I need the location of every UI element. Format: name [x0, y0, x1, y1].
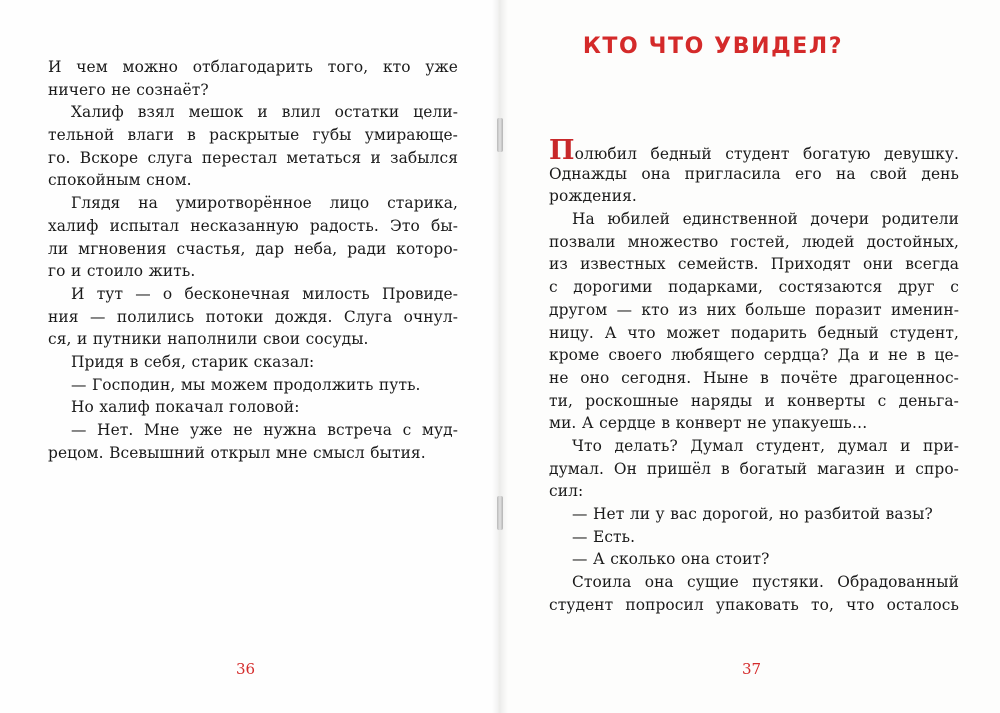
text-line: ся, и путники наполнили свои сосуды.	[48, 330, 369, 349]
text-line: — Есть.	[572, 527, 636, 546]
drop-cap: П	[549, 135, 575, 166]
text-line: ницу. А что может подарить бедный студент,	[549, 323, 959, 342]
text-line: — Нет. Мне уже не нужна встреча с муд-	[71, 421, 458, 439]
text-line: студент попросил упаковать то, что осталось	[549, 595, 959, 614]
right-page-text	[549, 135, 959, 616]
text-line: Но халиф покачал головой:	[71, 398, 300, 417]
text-line: го и стоило жить.	[48, 262, 196, 281]
text-line: из известных семейств. Приходят они всегда	[549, 255, 959, 274]
text-line: другом — кто из них больше поразит именин-	[549, 300, 959, 319]
text-line: халиф испытал несказанную радость. Это бы-	[48, 216, 458, 235]
text-line: думал. Он пришёл в богатый магазин и спро-	[549, 459, 959, 478]
page-number-right: 37	[742, 660, 762, 678]
text-line: Халиф взял мешок и влил остатки цели-	[71, 103, 458, 122]
text-line: — Господин, мы можем продолжить путь.	[71, 375, 421, 394]
story-title: КТО ЧТО УВИДЕЛ?	[582, 34, 844, 59]
staple-icon	[497, 496, 503, 530]
text-line: сил:	[549, 482, 584, 501]
text-line-first	[549, 135, 959, 166]
text-line: рождения.	[549, 187, 637, 206]
text-line: ли мгновения счастья, дар неба, ради которо-	[48, 239, 458, 258]
staple-icon	[497, 118, 503, 152]
text-line: ничего не сознаёт?	[48, 80, 209, 99]
text-line: — Нет ли у вас дорогой, но разбитой вазы?	[572, 505, 933, 523]
text-line: И чем можно отблагодарить того, кто уже	[48, 58, 458, 76]
text-line: — А сколько она стоит?	[572, 550, 770, 569]
left-page-text	[48, 56, 458, 464]
text-line: ти, роскошные наряды и конверты с деньга-	[549, 391, 959, 410]
text-line: На юбилей единственной дочери родители	[572, 210, 959, 229]
text-line: ми. А сердце в конверт не упакуешь…	[549, 414, 868, 433]
text-line: Глядя на умиротворённое лицо старика,	[71, 194, 458, 213]
text-line: Однажды она пригласила его на свой день	[549, 164, 959, 183]
text-line: рецом. Всевышний открыл мне смысл бытия.	[48, 443, 426, 462]
book-gutter	[492, 0, 508, 713]
right-page-lines	[549, 163, 959, 617]
first-line-text: олюбил бедный студент богатую девушку.	[574, 145, 959, 163]
text-line: тельной влаги в раскрытые губы умирающе-	[48, 126, 458, 145]
text-line: И тут — о бесконечная милость Провиде-	[71, 284, 458, 303]
text-line: ния — полились потоки дождя. Слуга очнул-	[48, 307, 458, 326]
text-line: с дорогими подарками, состязаются друг с	[549, 278, 959, 297]
text-line: кроме своего любящего сердца? Да и не в це-	[549, 346, 959, 365]
text-line: Придя в себя, старик сказал:	[71, 352, 315, 371]
text-line: спокойным сном.	[48, 171, 192, 190]
text-line: позвали множество гостей, людей достойных,	[549, 232, 959, 251]
text-line: Что делать? Думал студент, думал и при-	[572, 436, 959, 455]
text-line: не оно сегодня. Ныне в почёте драгоценнос-	[549, 368, 959, 387]
text-line: Стоила она сущие пустяки. Обрадованный	[572, 573, 959, 592]
text-line: го. Вскоре слуга перестал метаться и забылся	[48, 148, 458, 167]
page-number-left: 36	[236, 660, 256, 678]
